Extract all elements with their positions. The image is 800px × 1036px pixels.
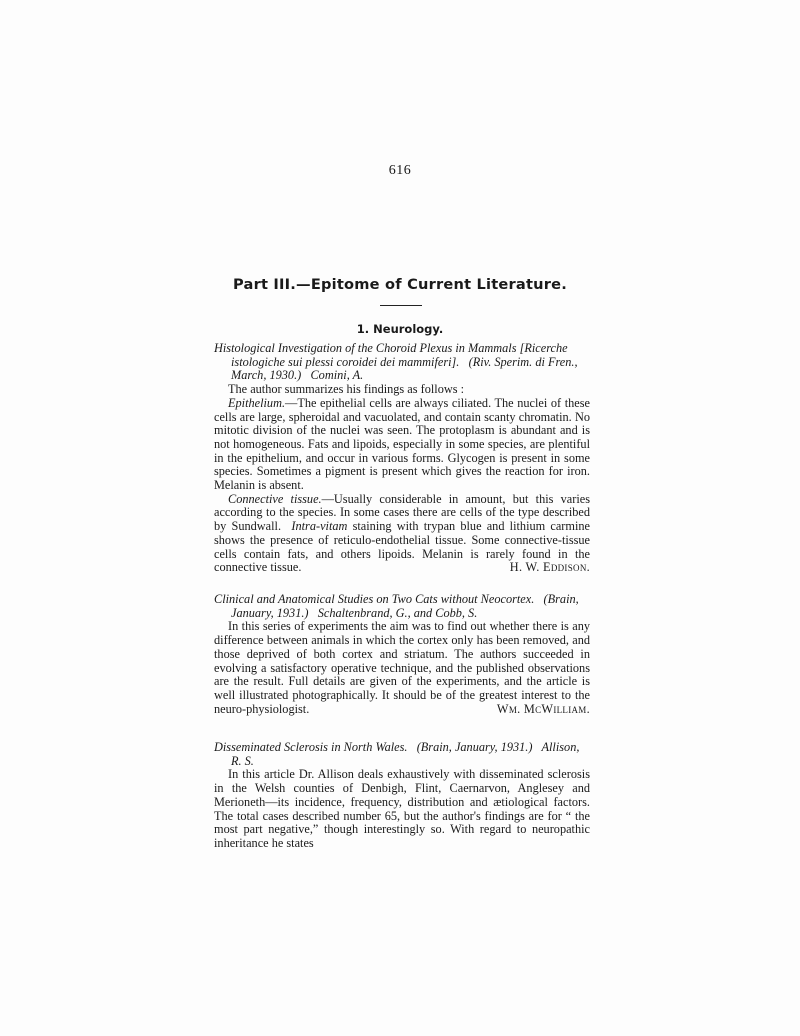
citation-author: Schaltenbrand, G., and Cobb, S. (317, 605, 478, 620)
article-paragraph (214, 493, 590, 575)
paragraph-text: In this series of experiments the aim was to find out whether there is any difference between animals in which the cortex only has been removed, and those deprived of both cortex and striatum. The authors succeeded in evolving a satisfactory operative technique, and the published observations are the result. Full details are given of the experiments, and the article is well illustrated photographically. It should be of the greatest interest to the neuro-physiologist. (214, 619, 590, 716)
citation-author: Comini, A. (310, 368, 364, 383)
article-paragraph: In this article Dr. Allison deals exhaustively with disseminated sclerosis in the Welsh counties of Denbigh, Flint, Caernarvon, Anglesey and Merioneth—its incidence, frequency, distribution and ætiological factors. The total cases described number 65, but the author's findings are for “ the most part negative,” though interestingly so. With regard to neuropathic inheritance he states (214, 767, 590, 850)
paragraph-text: —Usually considerable in amount, but this varies according to the species. In some cases there are cells of the type described by Sundwall. (214, 491, 590, 534)
article-disseminated-sclerosis (214, 741, 590, 851)
article-choroid-plexus (214, 342, 590, 575)
article-citation (214, 342, 590, 383)
paragraph-text: —The epithelial cells are always ciliated. The nuclei of these cells are large, spheroidal and vacuolated, and contain scanty chromatin. No mitotic division of the nuclei was seen. The protoplasm is abundant and is not homogeneous. Fats and lipoids, especially in some species, are plentiful in the epithelium, and occur in various forms. Glycogen is present in some species. Sometimes a pigment is present which gives the reaction for iron. Melanin is absent. (214, 395, 590, 493)
citation-title: Histological Investigation of the Choroid Plexus in Mammals [Ricerche istologiche sui plessi coroidei dei mammiferi]. (214, 341, 568, 369)
paragraph-label: Connective tissue. (228, 491, 322, 506)
article-paragraph (214, 397, 590, 493)
paragraph-italic: Intra-vitam (291, 519, 348, 534)
article-paragraph (214, 620, 590, 716)
paragraph-label: Epithelium. (228, 395, 286, 410)
citation-title: Clinical and Anatomical Studies on Two Cats without Neocortex. (214, 592, 535, 606)
reviewer-signature: H. W. Eddison. (509, 560, 590, 575)
article-citation (214, 593, 590, 620)
article-cats-neocortex (214, 593, 590, 716)
heading-rule (380, 305, 422, 306)
part-heading: Part III.—Epitome of Current Literature. (233, 276, 567, 293)
citation-source: (Riv. Sperim. di Fren., March, 1930.) (231, 354, 578, 383)
section-heading: 1. Neurology. (356, 322, 444, 336)
citation-title: Disseminated Sclerosis in North Wales. (214, 740, 408, 754)
citation-author: Allison, R. S. (231, 740, 580, 768)
article-citation (214, 741, 590, 768)
citation-source: (Brain, January, 1931.) (416, 740, 533, 754)
paragraph-text: staining with trypan blue and lithium carmine shows the presence of reticulo-endothelial tissue. Some connective-tissue cells contain fats, and others lipoids. Melanin is rarely found in the connective tissue. (214, 519, 590, 575)
article-intro: The author summarizes his findings as follows : (228, 382, 464, 397)
reviewer-signature: Wm. McWilliam. (496, 701, 590, 716)
citation-source: (Brain, January, 1931.) (231, 592, 579, 620)
page-number: 616 (388, 163, 412, 178)
